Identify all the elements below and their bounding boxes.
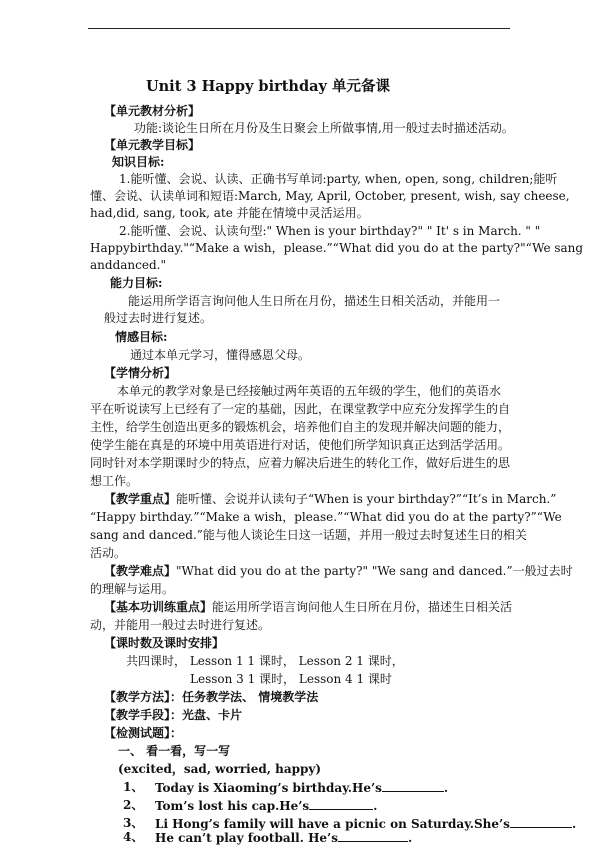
basic-skill-block [104, 600, 512, 615]
analysis-text: 功能:谈论生日所在月份及生日聚会上所做事情,用一般过去时描述活动。 [134, 121, 514, 135]
test-item: Today is Xiaoming’s birthday.He’s . [155, 781, 449, 795]
situation-line: 想工作。 [90, 474, 139, 488]
knowledge-line: Happybirthday."“Make a wish，please.”“What did you do at the party?"“We sang [90, 241, 584, 255]
knowledge-line: had,did, sang, took, ate 并能在情境中灵活运用。 [90, 206, 369, 220]
test-item: Li Hong’s family will have a picnic on Saturday.She’s . [155, 817, 577, 831]
page-title: Unit 3 Happy birthday 单元备课 [146, 78, 390, 95]
key-points-line: 能听懂、会说并认读句子“When is your birthday?”“It’s in March.” [176, 492, 557, 506]
key-points-line: “Happy birthday.”“Make a wish，please.”“What did you do at the party?”“We [90, 510, 562, 524]
knowledge-line: 1.能听懂、会说、认读、正确书写单词:party, when, open, song, children;能听 [119, 172, 558, 186]
test-line [104, 726, 182, 741]
difficulties-block [104, 564, 573, 579]
ability-line: 般过去时进行复述。 [104, 311, 213, 325]
answer-blank[interactable] [382, 780, 444, 792]
heading-goals: 【单元教学目标】 [104, 138, 201, 152]
test-item-number: 1、 [123, 780, 144, 794]
test-part-title: 一、 看一看，写一写 [118, 744, 231, 758]
test-item-text: Today is Xiaoming’s birthday.He’s [155, 781, 382, 795]
test-item: Tom’s lost his cap.He’s . [155, 799, 378, 813]
situation-line: 主性，给学生创造出更多的锻炼机会，培养他们自主的发现并解决问题的能力， [90, 420, 511, 434]
key-points-line: 活动。 [90, 546, 127, 560]
test-item-text: Tom’s lost his cap.He’s [155, 799, 310, 813]
difficulties-line: "What did you do at the party?" "We sang and danced.”一般过去时 [176, 564, 573, 578]
emotion-text: 通过本单元学习，懂得感恩父母。 [130, 348, 311, 362]
test-word-bank: (excited，sad, worried, happy) [118, 762, 322, 776]
difficulties-line: 的理解与运用。 [90, 582, 175, 596]
answer-blank[interactable] [338, 830, 408, 842]
heading-schedule: 【课时数及课时安排】 [104, 636, 225, 650]
means-line [104, 708, 242, 723]
basic-skill-line: 动，并能用一般过去时进行复述。 [90, 618, 271, 632]
test-item-number: 4、 [123, 830, 144, 844]
schedule-line: Lesson 3 1 课时， Lesson 4 1 课时 [190, 672, 392, 686]
situation-line: 使学生能在真是的环境中用英语进行对话，使他们所学知识真正达到活学活用。 [90, 438, 511, 452]
method-text: ：任务教学法、 情境教学法 [170, 690, 319, 704]
heading-difficulties: 【教学难点】 [104, 564, 177, 578]
key-points-line: sang and danced.”能与他人谈论生日这一话题，并用一般过去时复述生日的相关 [90, 528, 527, 542]
knowledge-line: 懂、会说、认读单词和短语:March, May, April, October, present, wish, say cheese, [90, 189, 570, 203]
heading-test: 【检测试题】 [104, 726, 171, 740]
test-item-text: He can’t play football. He’s [155, 831, 338, 845]
header-rule [88, 28, 510, 29]
heading-means: 【教学手段】 [104, 708, 171, 722]
situation-line: 平在听说读写上已经有了一定的基础，因此，在课堂教学中应充分发挥学生的自 [90, 402, 511, 416]
ability-heading: 能力目标: [110, 276, 163, 290]
knowledge-line: 2.能听懂、会说、认读句型:" When is your birthday?" " It' s in March. " " [119, 224, 541, 238]
basic-skill-line: 能运用所学语言询问他人生日所在月份，描述生日相关活 [212, 600, 513, 614]
test-item-number: 2、 [123, 798, 144, 812]
test-text: ： [170, 726, 183, 740]
knowledge-heading: 知识目标: [112, 155, 165, 169]
knowledge-line: anddanced." [90, 258, 166, 272]
heading-situation: 【学情分析】 [104, 366, 177, 380]
method-line [104, 690, 318, 705]
test-item-text: Li Hong’s family will have a picnic on Saturday.She’s [155, 817, 510, 831]
key-points-block [104, 492, 556, 507]
schedule-line: 共四课时， Lesson 1 1 课时， Lesson 2 1 课时， [126, 654, 404, 668]
situation-line: 本单元的教学对象是已经接触过两年英语的五年级的学生，他们的英语水 [117, 384, 502, 398]
test-item: He can’t play football. He’s . [155, 831, 413, 845]
heading-basic-skill: 【基本功训练重点】 [104, 600, 213, 614]
heading-key-points: 【教学重点】 [104, 492, 177, 506]
heading-method: 【教学方法】 [104, 690, 171, 704]
situation-line: 同时针对本学期课时少的特点，应着力解决后进生的转化工作，做好后进生的思 [90, 456, 511, 470]
ability-line: 能运用所学语言询问他人生日所在月份，描述生日相关活动，并能用一 [128, 294, 501, 308]
heading-analysis: 【单元教材分析】 [104, 104, 201, 118]
answer-blank[interactable] [510, 816, 572, 828]
means-text: ：光盘、卡片 [170, 708, 243, 722]
answer-blank[interactable] [309, 798, 373, 810]
emotion-heading: 情感目标: [115, 330, 168, 344]
test-item-number: 3、 [123, 816, 144, 830]
